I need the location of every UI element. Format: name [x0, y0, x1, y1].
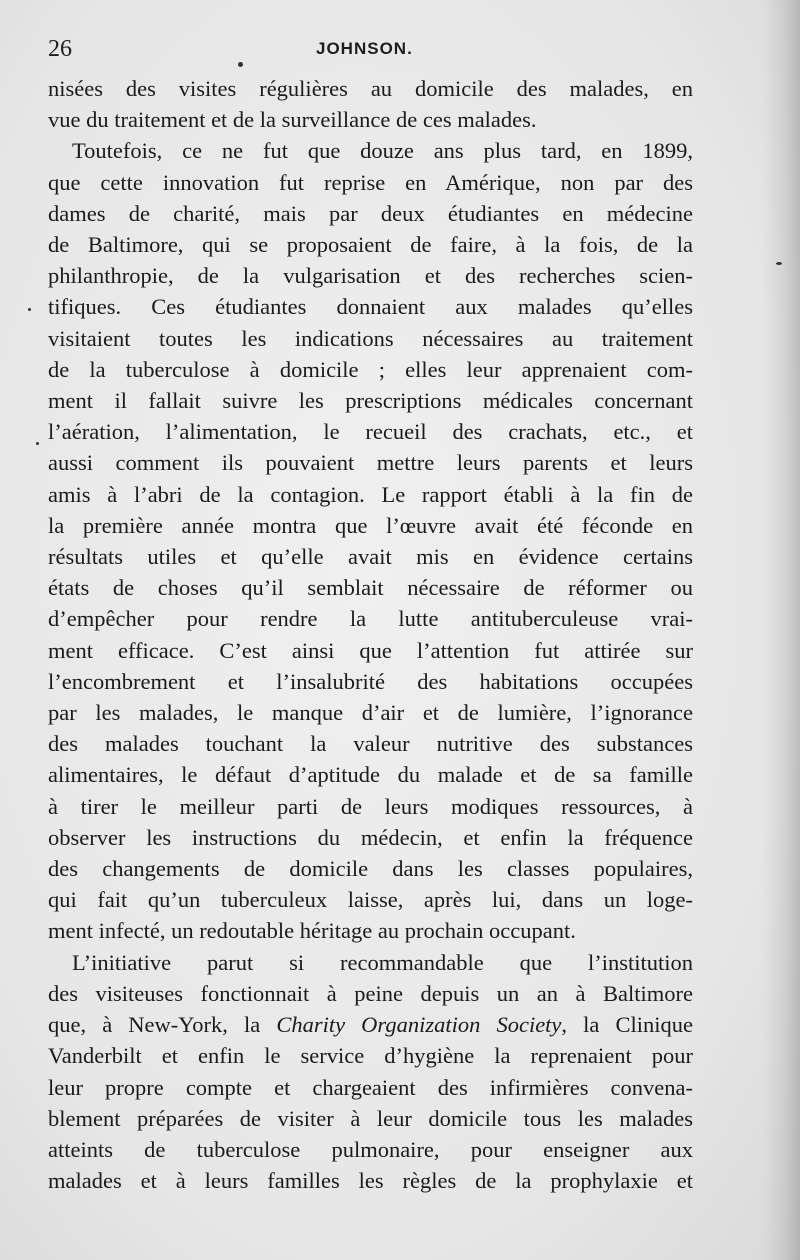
text-line: Vanderbilt et enfin le service d’hygiène la reprenaient pour — [48, 1043, 693, 1069]
text-line: Toutefois, ce ne fut que douze ans plus tard, en 1899, — [72, 138, 693, 164]
text-line: résultats utiles et qu’elle avait mis en évidence certains — [48, 544, 693, 570]
text-line: l’encombrement et l’insalubrité des habitations occupées — [48, 668, 693, 694]
text-line: à tirer le meilleur parti de leurs modiques ressources, à — [48, 793, 693, 819]
text-line: des changements de domicile dans les classes populaires, — [48, 856, 693, 882]
text-line: que cette innovation fut reprise en Amérique, non par des — [48, 169, 693, 195]
text-line: de Baltimore, qui se proposaient de faire, à la fois, de la — [48, 232, 693, 258]
page-number: 26 — [48, 36, 72, 62]
scan-speck — [776, 262, 782, 265]
text-line: amis à l’abri de la contagion. Le rapport établi à la fin de — [48, 481, 693, 507]
body-text — [48, 73, 693, 1196]
text-line: des visiteuses fonctionnait à peine depuis un an à Baltimore — [48, 980, 693, 1006]
paragraph — [48, 947, 693, 1197]
text-line: des malades touchant la valeur nutritive des substances — [48, 731, 693, 757]
text-line: L’initiative parut si recommandable que l’institution — [72, 949, 693, 975]
text-line: que, à New-York, la Charity Organization Society, la Clinique — [48, 1012, 693, 1038]
text-line: observer les instructions du médecin, et enfin la fréquence — [48, 824, 693, 850]
text-line: ment efficace. C’est ainsi que l’attention fut attirée sur — [48, 637, 693, 663]
paragraph — [48, 73, 693, 135]
text-line: aussi comment ils pouvaient mettre leurs parents et leurs — [48, 450, 693, 476]
scan-speck — [36, 442, 39, 445]
text-line: l’aération, l’alimentation, le recueil des crachats, etc., et — [48, 419, 693, 445]
text-line: leur propre compte et chargeaient des infirmières convena- — [48, 1074, 693, 1100]
text-line: nisées des visites régulières au domicile des malades, en — [48, 76, 693, 101]
text-line: ment infecté, un redoutable héritage au prochain occupant. — [48, 918, 576, 944]
text-line: visitaient toutes les indications nécessaires au traitement — [48, 325, 693, 351]
text-line: états de choses qu’il semblait nécessaire de réformer ou — [48, 575, 693, 601]
text-line: vue du traitement et de la surveillance de ces malades. — [48, 107, 537, 133]
page-header — [48, 36, 693, 66]
text-line: la première année montra que l’œuvre avait été féconde en — [48, 512, 693, 538]
text-line: philanthropie, de la vulgarisation et des recherches scien- — [48, 263, 693, 289]
text-line: ment il fallait suivre les prescriptions médicales concernant — [48, 388, 693, 414]
text-line: alimentaires, le défaut d’aptitude du malade et de sa famille — [48, 762, 693, 788]
running-head: JOHNSON. — [316, 39, 413, 58]
scan-speck — [238, 62, 243, 67]
paragraph — [48, 135, 693, 946]
text-line: atteints de tuberculose pulmonaire, pour enseigner aux — [48, 1136, 693, 1162]
text-line: par les malades, le manque d’air et de lumière, l’ignorance — [48, 700, 693, 726]
text-line: qui fait qu’un tuberculeux laisse, après lui, dans un loge- — [48, 887, 693, 913]
text-line: blement préparées de visiter à leur domicile tous les malades — [48, 1105, 693, 1131]
text-line: d’empêcher pour rendre la lutte antituberculeuse vrai- — [48, 606, 693, 632]
text-line: malades et à leurs familles les règles de la prophylaxie et — [48, 1168, 693, 1194]
text-line: de la tuberculose à domicile ; elles leur apprenaient com- — [48, 356, 693, 382]
text-line: tifiques. Ces étudiantes donnaient aux malades qu’elles — [48, 294, 693, 320]
scan-speck — [28, 308, 31, 311]
page-edge-shadow — [762, 0, 800, 1260]
text-line: dames de charité, mais par deux étudiantes en médecine — [48, 200, 693, 226]
